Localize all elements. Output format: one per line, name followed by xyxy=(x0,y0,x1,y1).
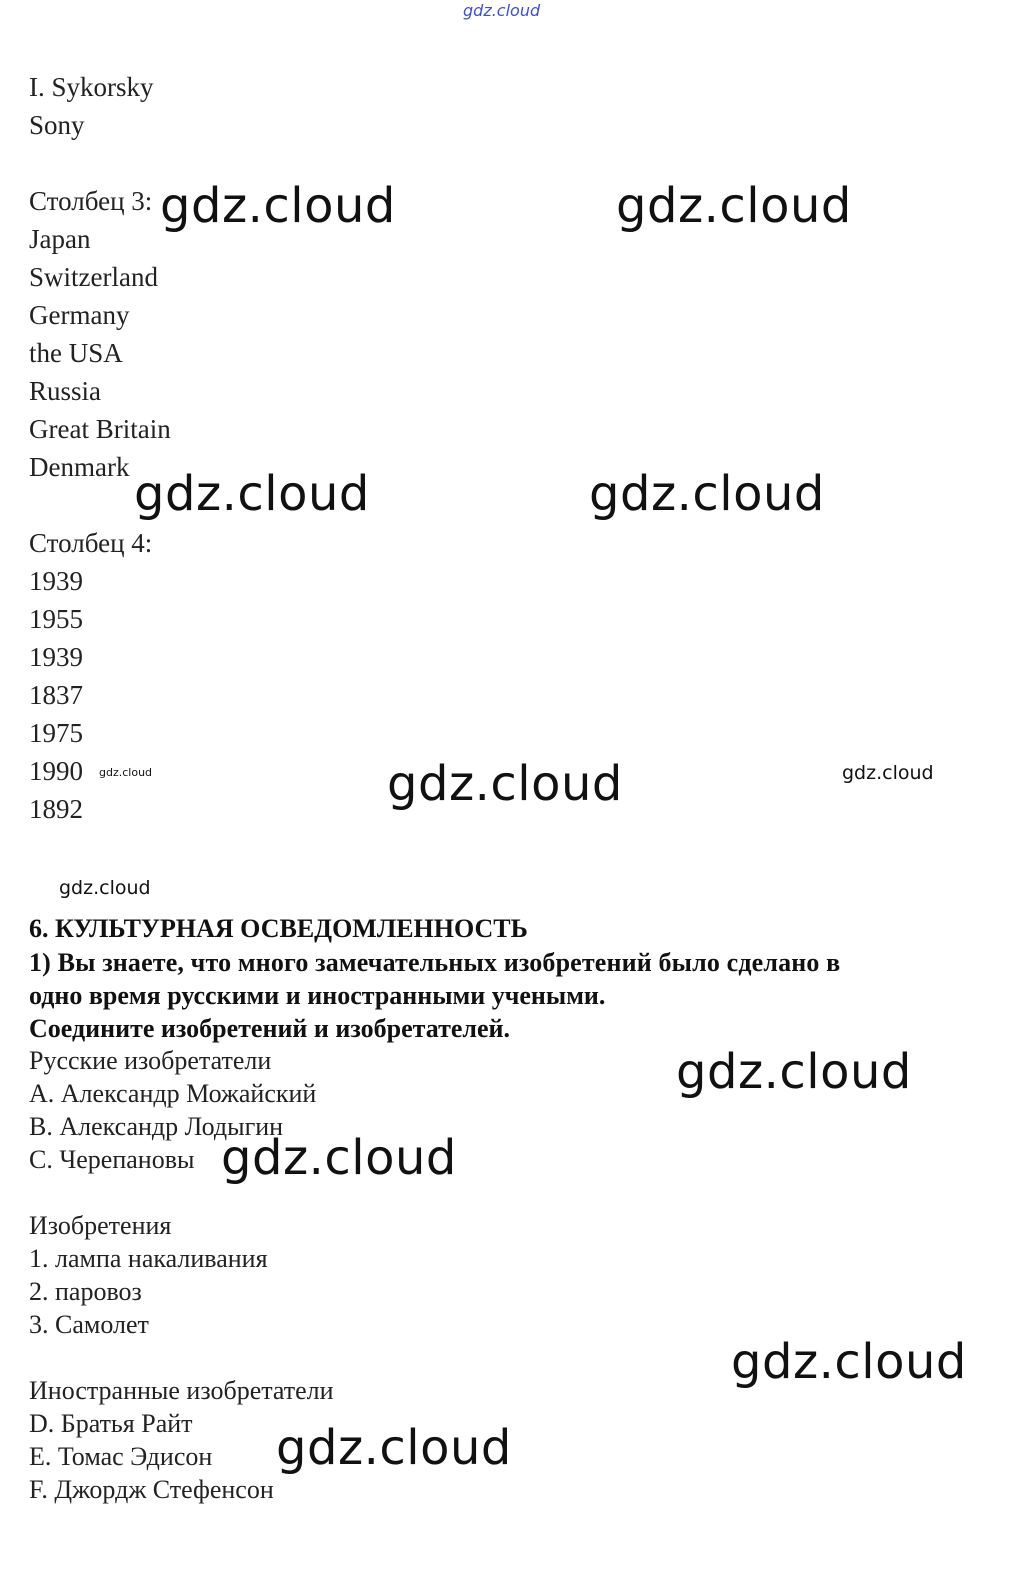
column3-item: Switzerland xyxy=(29,262,158,292)
watermark: gdz.cloud xyxy=(99,766,153,779)
watermark: gdz.cloud xyxy=(616,178,852,234)
invention-item: 2. паровоз xyxy=(29,1277,142,1306)
section-heading: 6. КУЛЬТУРНАЯ ОСВЕДОМЛЕННОСТЬ xyxy=(29,914,528,943)
watermark: gdz.cloud xyxy=(387,756,623,812)
foreign-inventor-item: F. Джордж Стефенсон xyxy=(29,1475,274,1504)
task-text: 1) Вы знаете, что много замечательных изобретений было сделано в xyxy=(29,948,841,977)
column4-item: 1975 xyxy=(29,718,83,748)
column4-label: Столбец 4: xyxy=(29,528,153,558)
watermark: gdz.cloud xyxy=(842,762,934,784)
russian-inventor-item: C. Черепановы xyxy=(29,1145,195,1174)
column3-item: Japan xyxy=(29,224,91,254)
task-text: одно время русскими и иностранными учеными. xyxy=(29,981,606,1010)
column4-item: 1939 xyxy=(29,566,83,596)
watermark: gdz.cloud xyxy=(676,1044,912,1100)
list-item: I. Sykorsky xyxy=(29,72,154,102)
invention-item: 1. лампа накаливания xyxy=(29,1244,268,1273)
column3-item: Germany xyxy=(29,300,130,330)
column3-item: Great Britain xyxy=(29,414,171,444)
watermark: gdz.cloud xyxy=(221,1130,457,1186)
header-watermark: gdz.cloud xyxy=(463,1,541,20)
column4-item: 1892 xyxy=(29,794,83,824)
russian-inventors-label: Русские изобретатели xyxy=(29,1046,272,1075)
foreign-inventors-label: Иностранные изобретатели xyxy=(29,1376,334,1405)
task-text: Соедините изобретений и изобретателей. xyxy=(29,1014,510,1043)
column3-item: the USA xyxy=(29,338,123,368)
foreign-inventor-item: D. Братья Райт xyxy=(29,1409,193,1438)
invention-item: 3. Самолет xyxy=(29,1310,149,1339)
list-item: Sony xyxy=(29,110,85,140)
inventions-label: Изобретения xyxy=(29,1211,172,1240)
watermark: gdz.cloud xyxy=(134,466,370,522)
column4-item: 1837 xyxy=(29,680,83,710)
watermark: gdz.cloud xyxy=(589,466,825,522)
column3-item: Denmark xyxy=(29,452,130,482)
column4-item: 1939 xyxy=(29,642,83,672)
watermark: gdz.cloud xyxy=(731,1334,967,1390)
russian-inventor-item: A. Александр Можайский xyxy=(29,1079,317,1108)
russian-inventor-item: B. Александр Лодыгин xyxy=(29,1112,284,1141)
column4-item: 1990 xyxy=(29,756,83,786)
column3-label: Столбец 3: xyxy=(29,186,153,216)
column3-item: Russia xyxy=(29,376,102,406)
watermark: gdz.cloud xyxy=(160,178,396,234)
watermark: gdz.cloud xyxy=(276,1420,512,1476)
foreign-inventor-item: E. Томас Эдисон xyxy=(29,1442,213,1471)
column4-item: 1955 xyxy=(29,604,83,634)
watermark: gdz.cloud xyxy=(59,877,151,899)
